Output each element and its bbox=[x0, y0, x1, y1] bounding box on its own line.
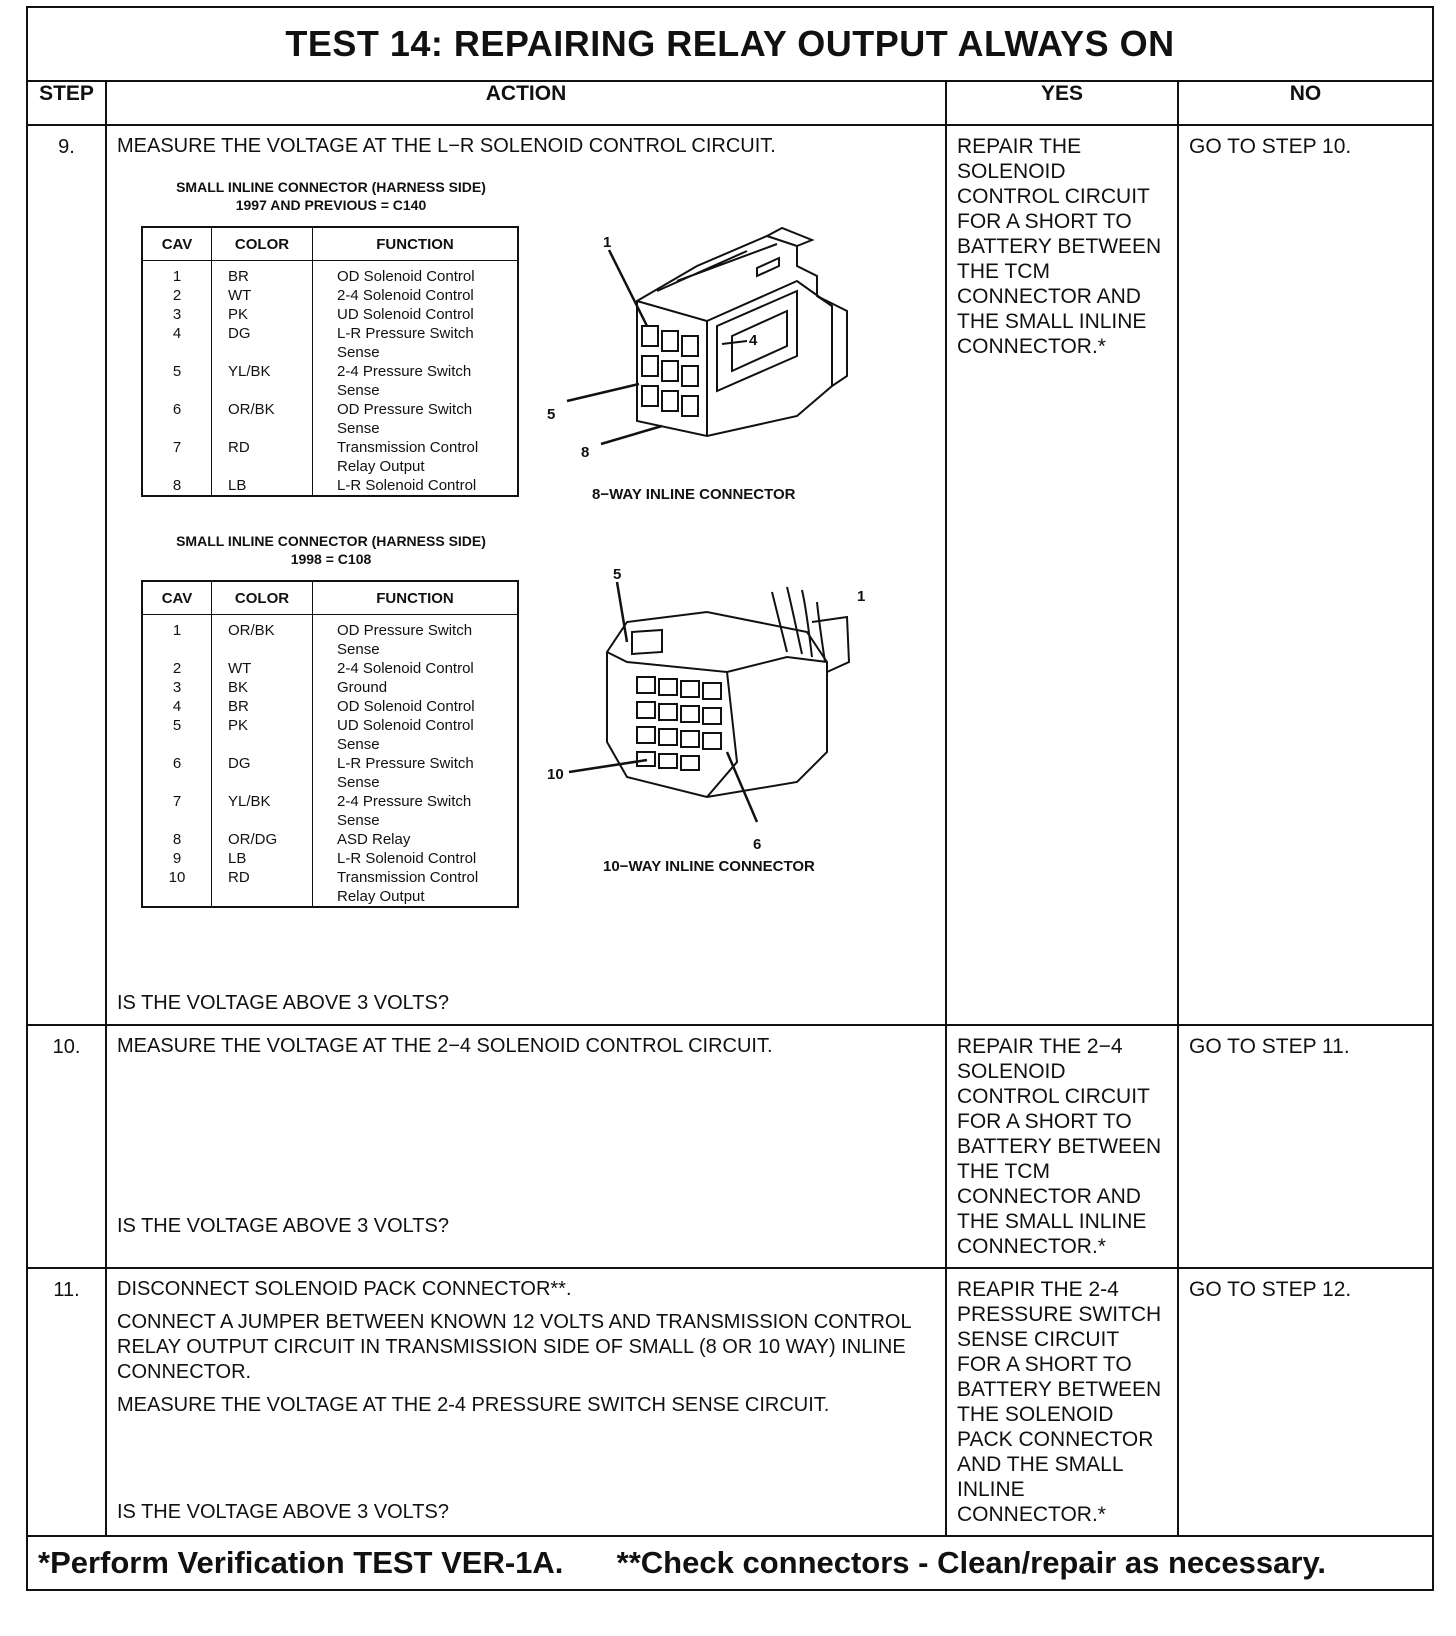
action-line: DISCONNECT SOLENOID PACK CONNECTOR**. bbox=[117, 1278, 572, 1300]
pin-row: 5 PK UD Solenoid Control Sense bbox=[143, 716, 517, 754]
connector-2-caption: 10−WAY INLINE CONNECTOR bbox=[603, 858, 815, 875]
action-cell bbox=[106, 1268, 946, 1536]
callout-4: 4 bbox=[749, 332, 758, 349]
question-text: IS THE VOLTAGE ABOVE 3 VOLTS? bbox=[117, 1215, 449, 1237]
pin-row: 4 BR OD Solenoid Control bbox=[143, 697, 517, 716]
eight-way-connector-icon bbox=[547, 206, 857, 466]
callout-1: 1 bbox=[857, 588, 866, 605]
col-cav: CAV bbox=[143, 582, 212, 615]
yes-cell: REPAIR THE SOLENOID CONTROL CIRCUIT FOR A SHORT TO BATTERY BETWEEN THE TCM CONNECTOR AND THE SMALL INLINE CONNECTOR.* bbox=[946, 125, 1178, 1025]
callout-5: 5 bbox=[547, 406, 556, 423]
header-yes: YES bbox=[946, 81, 1178, 125]
pin-row: 3 BK Ground bbox=[143, 678, 517, 697]
table-row-step-9 bbox=[27, 125, 1433, 1025]
pin-row: 6 OR/BK OD Pressure Switch Sense bbox=[143, 400, 517, 438]
callout-5: 5 bbox=[613, 566, 622, 583]
pin-row: 8 LB L-R Solenoid Control bbox=[143, 476, 517, 495]
col-color: COLOR bbox=[212, 228, 313, 261]
action-line: MEASURE THE VOLTAGE AT THE 2-4 PRESSURE SWITCH SENSE CIRCUIT. bbox=[117, 1394, 830, 1416]
question-text: IS THE VOLTAGE ABOVE 3 VOLTS? bbox=[117, 1501, 449, 1523]
test-table bbox=[26, 6, 1434, 1591]
pin-row: 2 WT 2-4 Solenoid Control bbox=[143, 659, 517, 678]
pin-row: 10 RD Transmission Control Relay Output bbox=[143, 868, 517, 906]
connector-1-heading: SMALL INLINE CONNECTOR (HARNESS SIDE) bbox=[176, 179, 486, 195]
no-cell: GO TO STEP 12. bbox=[1178, 1268, 1433, 1536]
col-color: COLOR bbox=[212, 582, 313, 615]
yes-cell: REAPIR THE 2-4 PRESSURE SWITCH SENSE CIRCUIT FOR A SHORT TO BATTERY BETWEEN THE SOLENOID PACK CONNECTOR AND THE SMALL INLINE CONNECTOR.* bbox=[946, 1268, 1178, 1536]
header-step: STEP bbox=[27, 81, 106, 125]
pin-row: 5 YL/BK 2-4 Pressure Switch Sense bbox=[143, 362, 517, 400]
action-text: MEASURE THE VOLTAGE AT THE L−R SOLENOID CONTROL CIRCUIT. bbox=[117, 135, 776, 157]
pin-row: 1 BR OD Solenoid Control bbox=[143, 267, 517, 286]
connector-2-diagram bbox=[547, 562, 877, 875]
pin-row: 3 PK UD Solenoid Control bbox=[143, 305, 517, 324]
action-line: CONNECT A JUMPER BETWEEN KNOWN 12 VOLTS AND TRANSMISSION CONTROL RELAY OUTPUT CIRCUIT IN TRANSMISSION SIDE OF SMALL (8 OR 10 WAY) INLINE CONNECTOR. bbox=[117, 1311, 911, 1383]
action-text: MEASURE THE VOLTAGE AT THE 2−4 SOLENOID CONTROL CIRCUIT. bbox=[117, 1035, 773, 1057]
table-row-step-10 bbox=[27, 1025, 1433, 1268]
footer-note-connectors: **Check connectors - Clean/repair as necessary. bbox=[616, 1545, 1326, 1580]
callout-8: 8 bbox=[581, 444, 590, 461]
col-cav: CAV bbox=[143, 228, 212, 261]
pin-row: 8 OR/DG ASD Relay bbox=[143, 830, 517, 849]
ten-way-connector-icon bbox=[547, 562, 877, 842]
pin-row: 7 YL/BK 2-4 Pressure Switch Sense bbox=[143, 792, 517, 830]
connector-2-subheading: 1998 = C108 bbox=[290, 551, 372, 567]
callout-1: 1 bbox=[603, 234, 612, 251]
no-cell: GO TO STEP 11. bbox=[1178, 1025, 1433, 1268]
header-action: ACTION bbox=[106, 81, 946, 125]
question-text: IS THE VOLTAGE ABOVE 3 VOLTS? bbox=[117, 992, 449, 1014]
col-function: FUNCTION bbox=[313, 228, 518, 261]
callout-6: 6 bbox=[753, 836, 762, 853]
test-sheet bbox=[26, 6, 1432, 1604]
action-cell bbox=[106, 125, 946, 1025]
pin-row: 7 RD Transmission Control Relay Output bbox=[143, 438, 517, 476]
pin-row: 2 WT 2-4 Solenoid Control bbox=[143, 286, 517, 305]
yes-cell: REPAIR THE 2−4 SOLENOID CONTROL CIRCUIT FOR A SHORT TO BATTERY BETWEEN THE TCM CONNECTOR AND THE SMALL INLINE CONNECTOR.* bbox=[946, 1025, 1178, 1268]
connector-1-subheading: 1997 AND PREVIOUS = C140 bbox=[235, 197, 427, 213]
connector-1-caption: 8−WAY INLINE CONNECTOR bbox=[592, 486, 796, 503]
pin-row: 9 LB L-R Solenoid Control bbox=[143, 849, 517, 868]
step-number: 9. bbox=[27, 125, 106, 1025]
footer-notes bbox=[27, 1536, 1433, 1590]
pin-row: 6 DG L-R Pressure Switch Sense bbox=[143, 754, 517, 792]
step-number: 10. bbox=[27, 1025, 106, 1268]
pin-row: 4 DG L-R Pressure Switch Sense bbox=[143, 324, 517, 362]
table-row-step-11 bbox=[27, 1268, 1433, 1536]
action-cell bbox=[106, 1025, 946, 1268]
page-title: TEST 14: REPAIRING RELAY OUTPUT ALWAYS ON bbox=[27, 7, 1433, 81]
footer-note-verification: *Perform Verification TEST VER-1A. bbox=[38, 1545, 564, 1580]
connector-2-heading: SMALL INLINE CONNECTOR (HARNESS SIDE) bbox=[176, 533, 486, 549]
no-cell: GO TO STEP 10. bbox=[1178, 125, 1433, 1025]
pin-row: 1 OR/BK OD Pressure Switch Sense bbox=[143, 621, 517, 659]
connector-2-pinout-table bbox=[143, 582, 517, 906]
connector-1-pinout-table bbox=[143, 228, 517, 495]
connector-2-table-block bbox=[141, 532, 521, 915]
connector-1-diagram bbox=[547, 206, 857, 503]
callout-10: 10 bbox=[547, 766, 564, 783]
col-function: FUNCTION bbox=[313, 582, 518, 615]
header-no: NO bbox=[1178, 81, 1433, 125]
connector-1-table-block bbox=[141, 178, 521, 504]
step-number: 11. bbox=[27, 1268, 106, 1536]
